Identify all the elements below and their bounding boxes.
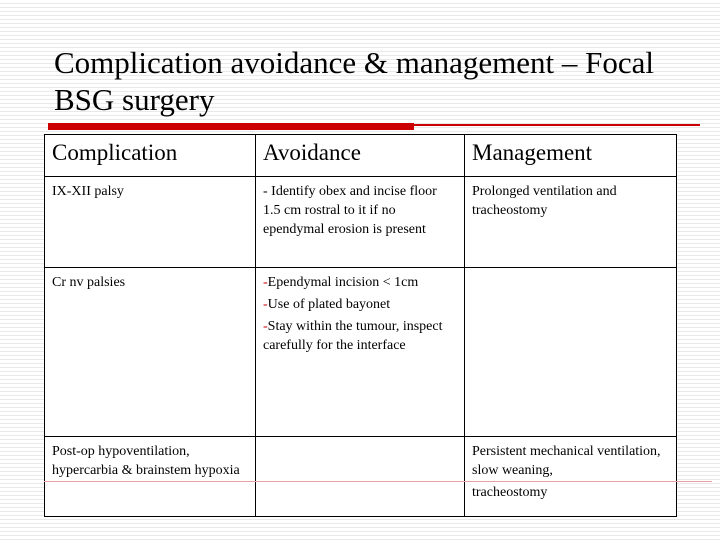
header-management: Management xyxy=(465,135,677,177)
avoidance-item-text: Stay within the tumour, inspect carefully for the interface xyxy=(263,318,443,353)
table-row xyxy=(45,436,677,516)
avoidance-item xyxy=(263,317,457,355)
table-row xyxy=(45,176,677,267)
dash-marker: - xyxy=(263,296,268,312)
management-line: tracheostomy xyxy=(472,484,548,500)
avoidance-item-text: Ependymal incision < 1cm xyxy=(267,274,419,290)
cell-avoidance xyxy=(256,267,465,436)
dash-marker: - xyxy=(263,318,268,334)
title-underline-thick xyxy=(48,123,414,130)
complication-table xyxy=(44,134,677,517)
red-guide-line xyxy=(44,481,712,482)
cell-management xyxy=(465,267,677,436)
cell-avoidance xyxy=(256,436,465,516)
avoidance-item-text: Use of plated bayonet xyxy=(267,296,391,312)
table-header-row xyxy=(45,135,677,177)
dash-marker: - xyxy=(263,274,268,290)
header-complication: Complication xyxy=(45,135,256,177)
cell-management: Prolonged ventilation and tracheostomy xyxy=(465,176,677,267)
management-line: Persistent mechanical ventilation, slow weaning, xyxy=(472,443,661,478)
cell-complication: Cr nv palsies xyxy=(45,267,256,436)
cell-avoidance: - Identify obex and incise floor 1.5 cm rostral to it if no ependymal erosion is present xyxy=(256,176,465,267)
title-underline-thin xyxy=(414,124,700,126)
cell-management xyxy=(465,436,677,516)
avoidance-item xyxy=(263,295,457,314)
table-row xyxy=(45,267,677,436)
slide-title: Complication avoidance & management – Focal BSG surgery xyxy=(54,45,655,117)
cell-complication: IX-XII palsy xyxy=(45,176,256,267)
cell-complication: Post-op hypoventilation, hypercarbia & brainstem hypoxia xyxy=(45,436,256,516)
avoidance-item xyxy=(263,273,457,292)
header-avoidance: Avoidance xyxy=(256,135,465,177)
